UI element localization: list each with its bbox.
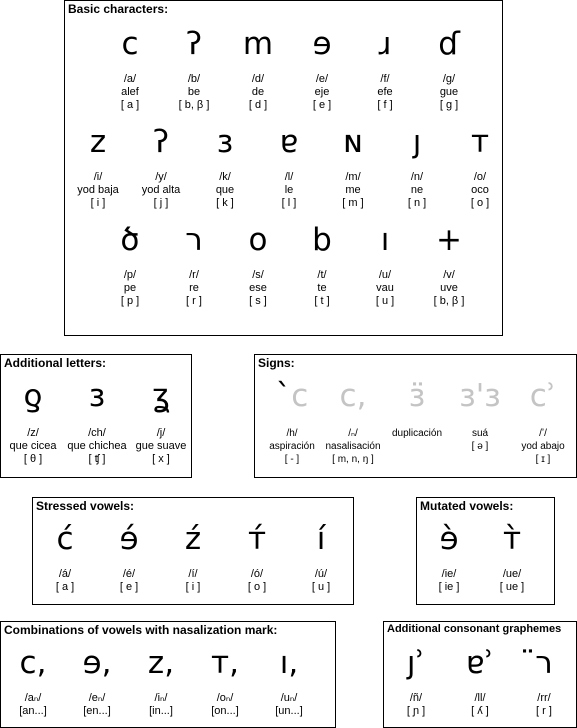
character-entry bbox=[163, 520, 223, 594]
grapheme-glyph: ı bbox=[380, 222, 390, 258]
character-entry bbox=[321, 123, 385, 210]
ipa-value: [ s ] bbox=[249, 295, 267, 307]
grapheme-glyph: ʔ bbox=[153, 124, 169, 160]
letter-name: eje bbox=[314, 86, 330, 98]
ipa-value: [ l ] bbox=[281, 197, 297, 209]
character-entry bbox=[510, 377, 576, 466]
character-entry bbox=[384, 377, 450, 440]
ipa-value: [ d ] bbox=[248, 99, 268, 111]
phoneme-label: /h/ bbox=[286, 428, 298, 439]
grapheme-glyph: ȷʾ bbox=[406, 645, 426, 681]
letter-name: gue bbox=[439, 86, 459, 98]
character-entry bbox=[482, 520, 542, 594]
grapheme-glyph: í bbox=[316, 521, 326, 557]
letter-name: duplicación bbox=[391, 428, 443, 439]
grapheme-glyph: ɘ bbox=[312, 26, 332, 62]
grapheme-glyph: ɐ bbox=[279, 124, 299, 160]
character-entry bbox=[3, 644, 63, 718]
additional-letters-title: Additional letters: bbox=[4, 356, 107, 370]
ipa-value: [ ue ] bbox=[499, 581, 525, 593]
grapheme-glyph: b bbox=[312, 222, 332, 258]
phoneme-label: /f/ bbox=[380, 73, 390, 85]
phoneme-label: /ñ/ bbox=[409, 692, 423, 704]
grapheme-glyph: ć bbox=[56, 521, 74, 557]
phoneme-label: /l/ bbox=[284, 171, 294, 183]
ipa-value: [ ʧ ] bbox=[88, 453, 106, 465]
character-entry bbox=[128, 377, 194, 466]
phoneme-label: /iₙ/ bbox=[154, 692, 168, 704]
character-entry bbox=[0, 377, 66, 466]
grapheme-glyph: z, bbox=[147, 645, 175, 681]
character-entry bbox=[257, 123, 321, 210]
letter-name: de bbox=[251, 86, 265, 98]
ipa-value: [ ʎ ] bbox=[471, 705, 489, 717]
grapheme-glyph: + bbox=[436, 222, 462, 258]
ipa-value: [an...] bbox=[19, 705, 47, 717]
basic-characters-title: Basic characters: bbox=[68, 2, 169, 16]
ipa-value: [ ɪ ] bbox=[535, 454, 551, 465]
character-entry bbox=[290, 25, 354, 112]
grapheme-glyph: ɜ bbox=[216, 124, 234, 160]
ipa-value: [ x ] bbox=[152, 453, 170, 465]
grapheme-glyph: т, bbox=[211, 645, 239, 681]
letter-name: be bbox=[187, 86, 201, 98]
ipa-value: [ e ] bbox=[312, 99, 332, 111]
letter-name: gue suave bbox=[135, 440, 187, 452]
phoneme-label: /z/ bbox=[27, 427, 39, 439]
letter-name: aspiración bbox=[269, 441, 315, 452]
ipa-value: [ a ] bbox=[120, 99, 140, 111]
grapheme-glyph bbox=[447, 377, 513, 415]
letter-name: uve bbox=[440, 282, 458, 294]
character-entry bbox=[66, 123, 130, 210]
ipa-value: [ n ] bbox=[407, 197, 427, 209]
character-entry bbox=[129, 123, 193, 210]
grapheme-glyph: ʔ bbox=[186, 26, 202, 62]
grapheme-glyph: z bbox=[89, 124, 107, 160]
nasal-combinations-title: Combinations of vowels with nasalization mark: bbox=[4, 623, 278, 637]
letter-name: vau bbox=[376, 282, 394, 294]
character-entry bbox=[385, 123, 449, 210]
grapheme-glyph: m bbox=[242, 26, 274, 62]
character-entry bbox=[195, 644, 255, 718]
phoneme-label: /ó/ bbox=[250, 568, 264, 580]
consonant-graphemes-title: Additional consonant graphemes bbox=[387, 623, 562, 635]
phoneme-label: /t/ bbox=[317, 269, 327, 281]
character-entry bbox=[448, 123, 512, 210]
letter-name: yod alta bbox=[141, 184, 181, 196]
sign-base-glyph: c, bbox=[339, 378, 367, 414]
ipa-value: [in...] bbox=[149, 705, 173, 717]
signs-panel bbox=[254, 354, 577, 478]
ipa-value: [ r ] bbox=[186, 295, 202, 307]
character-entry bbox=[447, 377, 513, 453]
ipa-value: [ θ ] bbox=[23, 453, 43, 465]
ipa-value: [ t ] bbox=[314, 295, 330, 307]
ipa-value: [ m, n, ŋ ] bbox=[332, 454, 374, 465]
character-entry bbox=[417, 25, 481, 112]
ipa-value: [ i ] bbox=[90, 197, 106, 209]
sign-base-glyph: c bbox=[291, 378, 309, 414]
letter-name: me bbox=[345, 184, 361, 196]
ipa-value: [ ə ] bbox=[471, 441, 489, 452]
grapheme-glyph bbox=[259, 377, 325, 415]
grapheme-glyph: т̀ bbox=[502, 521, 522, 557]
ipa-value: [ e ] bbox=[119, 581, 139, 593]
stressed-vowels-title: Stressed vowels: bbox=[36, 499, 135, 513]
ipa-value: [ - ] bbox=[284, 454, 300, 465]
character-entry bbox=[35, 520, 95, 594]
phoneme-label: /í/ bbox=[188, 568, 198, 580]
grapheme-glyph: c bbox=[121, 26, 139, 62]
character-entry bbox=[67, 644, 127, 718]
grapheme-glyph: ɐʾ bbox=[465, 645, 495, 681]
phoneme-label: /y/ bbox=[155, 171, 167, 183]
mutated-vowels-panel bbox=[416, 497, 555, 605]
ipa-value: [ m ] bbox=[342, 197, 364, 209]
letter-name: te bbox=[317, 282, 327, 294]
character-entry bbox=[291, 520, 351, 594]
grapheme-glyph: c, bbox=[19, 645, 47, 681]
character-entry bbox=[131, 644, 191, 718]
phoneme-label: /b/ bbox=[187, 73, 201, 85]
ipa-value: [ o ] bbox=[470, 197, 490, 209]
grapheme-glyph: т bbox=[470, 124, 490, 160]
ipa-value: [ p ] bbox=[120, 295, 140, 307]
phoneme-label: /j/ bbox=[156, 427, 166, 439]
phoneme-label: /m/ bbox=[345, 171, 361, 183]
character-entry bbox=[99, 520, 159, 594]
letter-name: efe bbox=[377, 86, 393, 98]
letter-name: yod baja bbox=[77, 184, 119, 196]
letter-name: suá bbox=[471, 428, 489, 439]
phoneme-label: /aₙ/ bbox=[24, 692, 42, 704]
phoneme-label: /eₙ/ bbox=[88, 692, 106, 704]
letter-name: yod abajo bbox=[521, 441, 565, 452]
letter-name: ese bbox=[249, 282, 267, 294]
phoneme-label: /oₙ/ bbox=[216, 692, 234, 704]
letter-name: pe bbox=[123, 282, 137, 294]
grapheme-glyph bbox=[510, 377, 576, 415]
phoneme-label: /ú/ bbox=[314, 568, 328, 580]
character-entry bbox=[226, 221, 290, 308]
basic-characters-panel bbox=[64, 0, 503, 336]
ipa-value: [ i ] bbox=[185, 581, 201, 593]
ipa-value: [on...] bbox=[211, 705, 239, 717]
additional-letters-panel bbox=[0, 354, 192, 478]
grapheme-glyph: ɘ̀ bbox=[439, 521, 459, 557]
phoneme-label: /n/ bbox=[410, 171, 424, 183]
letter-name: re bbox=[189, 282, 199, 294]
character-entry bbox=[419, 520, 479, 594]
letter-name: ne bbox=[410, 184, 424, 196]
letter-name: le bbox=[284, 184, 294, 196]
grapheme-glyph: ı, bbox=[279, 645, 299, 681]
character-entry bbox=[259, 377, 325, 466]
phoneme-label: /i/ bbox=[93, 171, 103, 183]
phoneme-label: /k/ bbox=[219, 171, 231, 183]
character-entry bbox=[98, 221, 162, 308]
phoneme-label: /ₙ/ bbox=[348, 428, 358, 439]
ipa-value: [ o ] bbox=[247, 581, 267, 593]
character-entry bbox=[64, 377, 130, 466]
sign-mark: ` bbox=[275, 378, 292, 414]
phoneme-label: /é/ bbox=[122, 568, 136, 580]
ipa-value: [ g ] bbox=[439, 99, 459, 111]
phoneme-label: /a/ bbox=[123, 73, 137, 85]
ipa-value: [ u ] bbox=[311, 581, 331, 593]
letter-name: oco bbox=[471, 184, 489, 196]
letter-name: que cicea bbox=[9, 440, 57, 452]
phoneme-label: /ʼ/ bbox=[539, 428, 547, 439]
sign-base-glyph: ɜ̈ bbox=[408, 378, 426, 414]
stressed-vowels-panel bbox=[32, 497, 354, 605]
grapheme-glyph: ʓ bbox=[152, 378, 170, 414]
character-entry bbox=[259, 644, 319, 718]
ipa-value: [ f ] bbox=[377, 99, 393, 111]
grapheme-glyph: т́ bbox=[247, 521, 267, 557]
character-entry bbox=[226, 25, 290, 112]
character-entry bbox=[162, 221, 226, 308]
phoneme-label: /p/ bbox=[123, 269, 137, 281]
grapheme-glyph: ɴ bbox=[343, 124, 363, 160]
character-entry bbox=[98, 25, 162, 112]
character-entry bbox=[353, 25, 417, 112]
grapheme-glyph bbox=[320, 377, 386, 415]
phoneme-label: /ue/ bbox=[502, 568, 522, 580]
grapheme-glyph: o bbox=[248, 222, 268, 258]
character-entry bbox=[227, 520, 287, 594]
nasal-combinations-panel bbox=[0, 621, 336, 728]
grapheme-glyph: ɗ bbox=[438, 26, 460, 62]
sign-base-glyph: cʾ bbox=[529, 378, 557, 414]
sign-base-glyph: ɜ'ɜ bbox=[459, 378, 501, 414]
letter-name: que bbox=[215, 184, 235, 196]
phoneme-label: /g/ bbox=[442, 73, 456, 85]
phoneme-label: /v/ bbox=[443, 269, 455, 281]
mutated-vowels-title: Mutated vowels: bbox=[420, 499, 514, 513]
character-entry bbox=[193, 123, 257, 210]
grapheme-glyph: ר̈ bbox=[535, 645, 553, 681]
phoneme-label: /á/ bbox=[58, 568, 72, 580]
grapheme-glyph: ź bbox=[184, 521, 202, 557]
phoneme-label: /o/ bbox=[473, 171, 487, 183]
letter-name: nasalisación bbox=[325, 441, 381, 452]
character-entry bbox=[320, 377, 386, 466]
grapheme-glyph: ɘ, bbox=[82, 645, 112, 681]
phoneme-label: /s/ bbox=[252, 269, 264, 281]
letter-name: que chichea bbox=[67, 440, 127, 452]
character-entry bbox=[450, 644, 510, 718]
phoneme-label: /e/ bbox=[315, 73, 329, 85]
ipa-value: [ k ] bbox=[216, 197, 234, 209]
ipa-value: [ j ] bbox=[153, 197, 169, 209]
grapheme-glyph: ɹ bbox=[378, 26, 392, 62]
character-entry bbox=[417, 221, 481, 308]
phoneme-label: /ll/ bbox=[474, 692, 486, 704]
phoneme-label: /uₙ/ bbox=[280, 692, 298, 704]
grapheme-glyph bbox=[384, 377, 450, 415]
ipa-value: [un...] bbox=[275, 705, 303, 717]
character-entry bbox=[162, 25, 226, 112]
character-entry bbox=[514, 644, 574, 718]
phoneme-label: /d/ bbox=[251, 73, 265, 85]
ipa-value: [ a ] bbox=[55, 581, 75, 593]
grapheme-glyph: ɜ bbox=[88, 378, 106, 414]
grapheme-glyph: ȷ bbox=[412, 124, 422, 160]
phoneme-label: /ie/ bbox=[441, 568, 457, 580]
phoneme-label: /rr/ bbox=[537, 692, 551, 704]
character-entry bbox=[386, 644, 446, 718]
ipa-value: [ u ] bbox=[375, 295, 395, 307]
character-entry bbox=[290, 221, 354, 308]
ipa-value: [en...] bbox=[83, 705, 111, 717]
grapheme-glyph: ר bbox=[185, 222, 203, 258]
ipa-value: [ r ] bbox=[536, 705, 552, 717]
consonant-graphemes-panel bbox=[383, 621, 577, 728]
ipa-value: [ b, β ] bbox=[433, 295, 465, 307]
grapheme-glyph: ծ bbox=[120, 222, 140, 258]
character-entry bbox=[353, 221, 417, 308]
ipa-value: [ ɲ ] bbox=[406, 705, 426, 717]
grapheme-glyph: ɘ́ bbox=[119, 521, 139, 557]
phoneme-label: /r/ bbox=[189, 269, 199, 281]
signs-title: Signs: bbox=[258, 356, 295, 370]
phoneme-label: /ch/ bbox=[88, 427, 106, 439]
ipa-value: [ b, β ] bbox=[178, 99, 210, 111]
letter-name: alef bbox=[121, 86, 139, 98]
phoneme-label: /u/ bbox=[378, 269, 392, 281]
ipa-value: [ ie ] bbox=[438, 581, 460, 593]
grapheme-glyph: ƍ bbox=[23, 378, 43, 414]
